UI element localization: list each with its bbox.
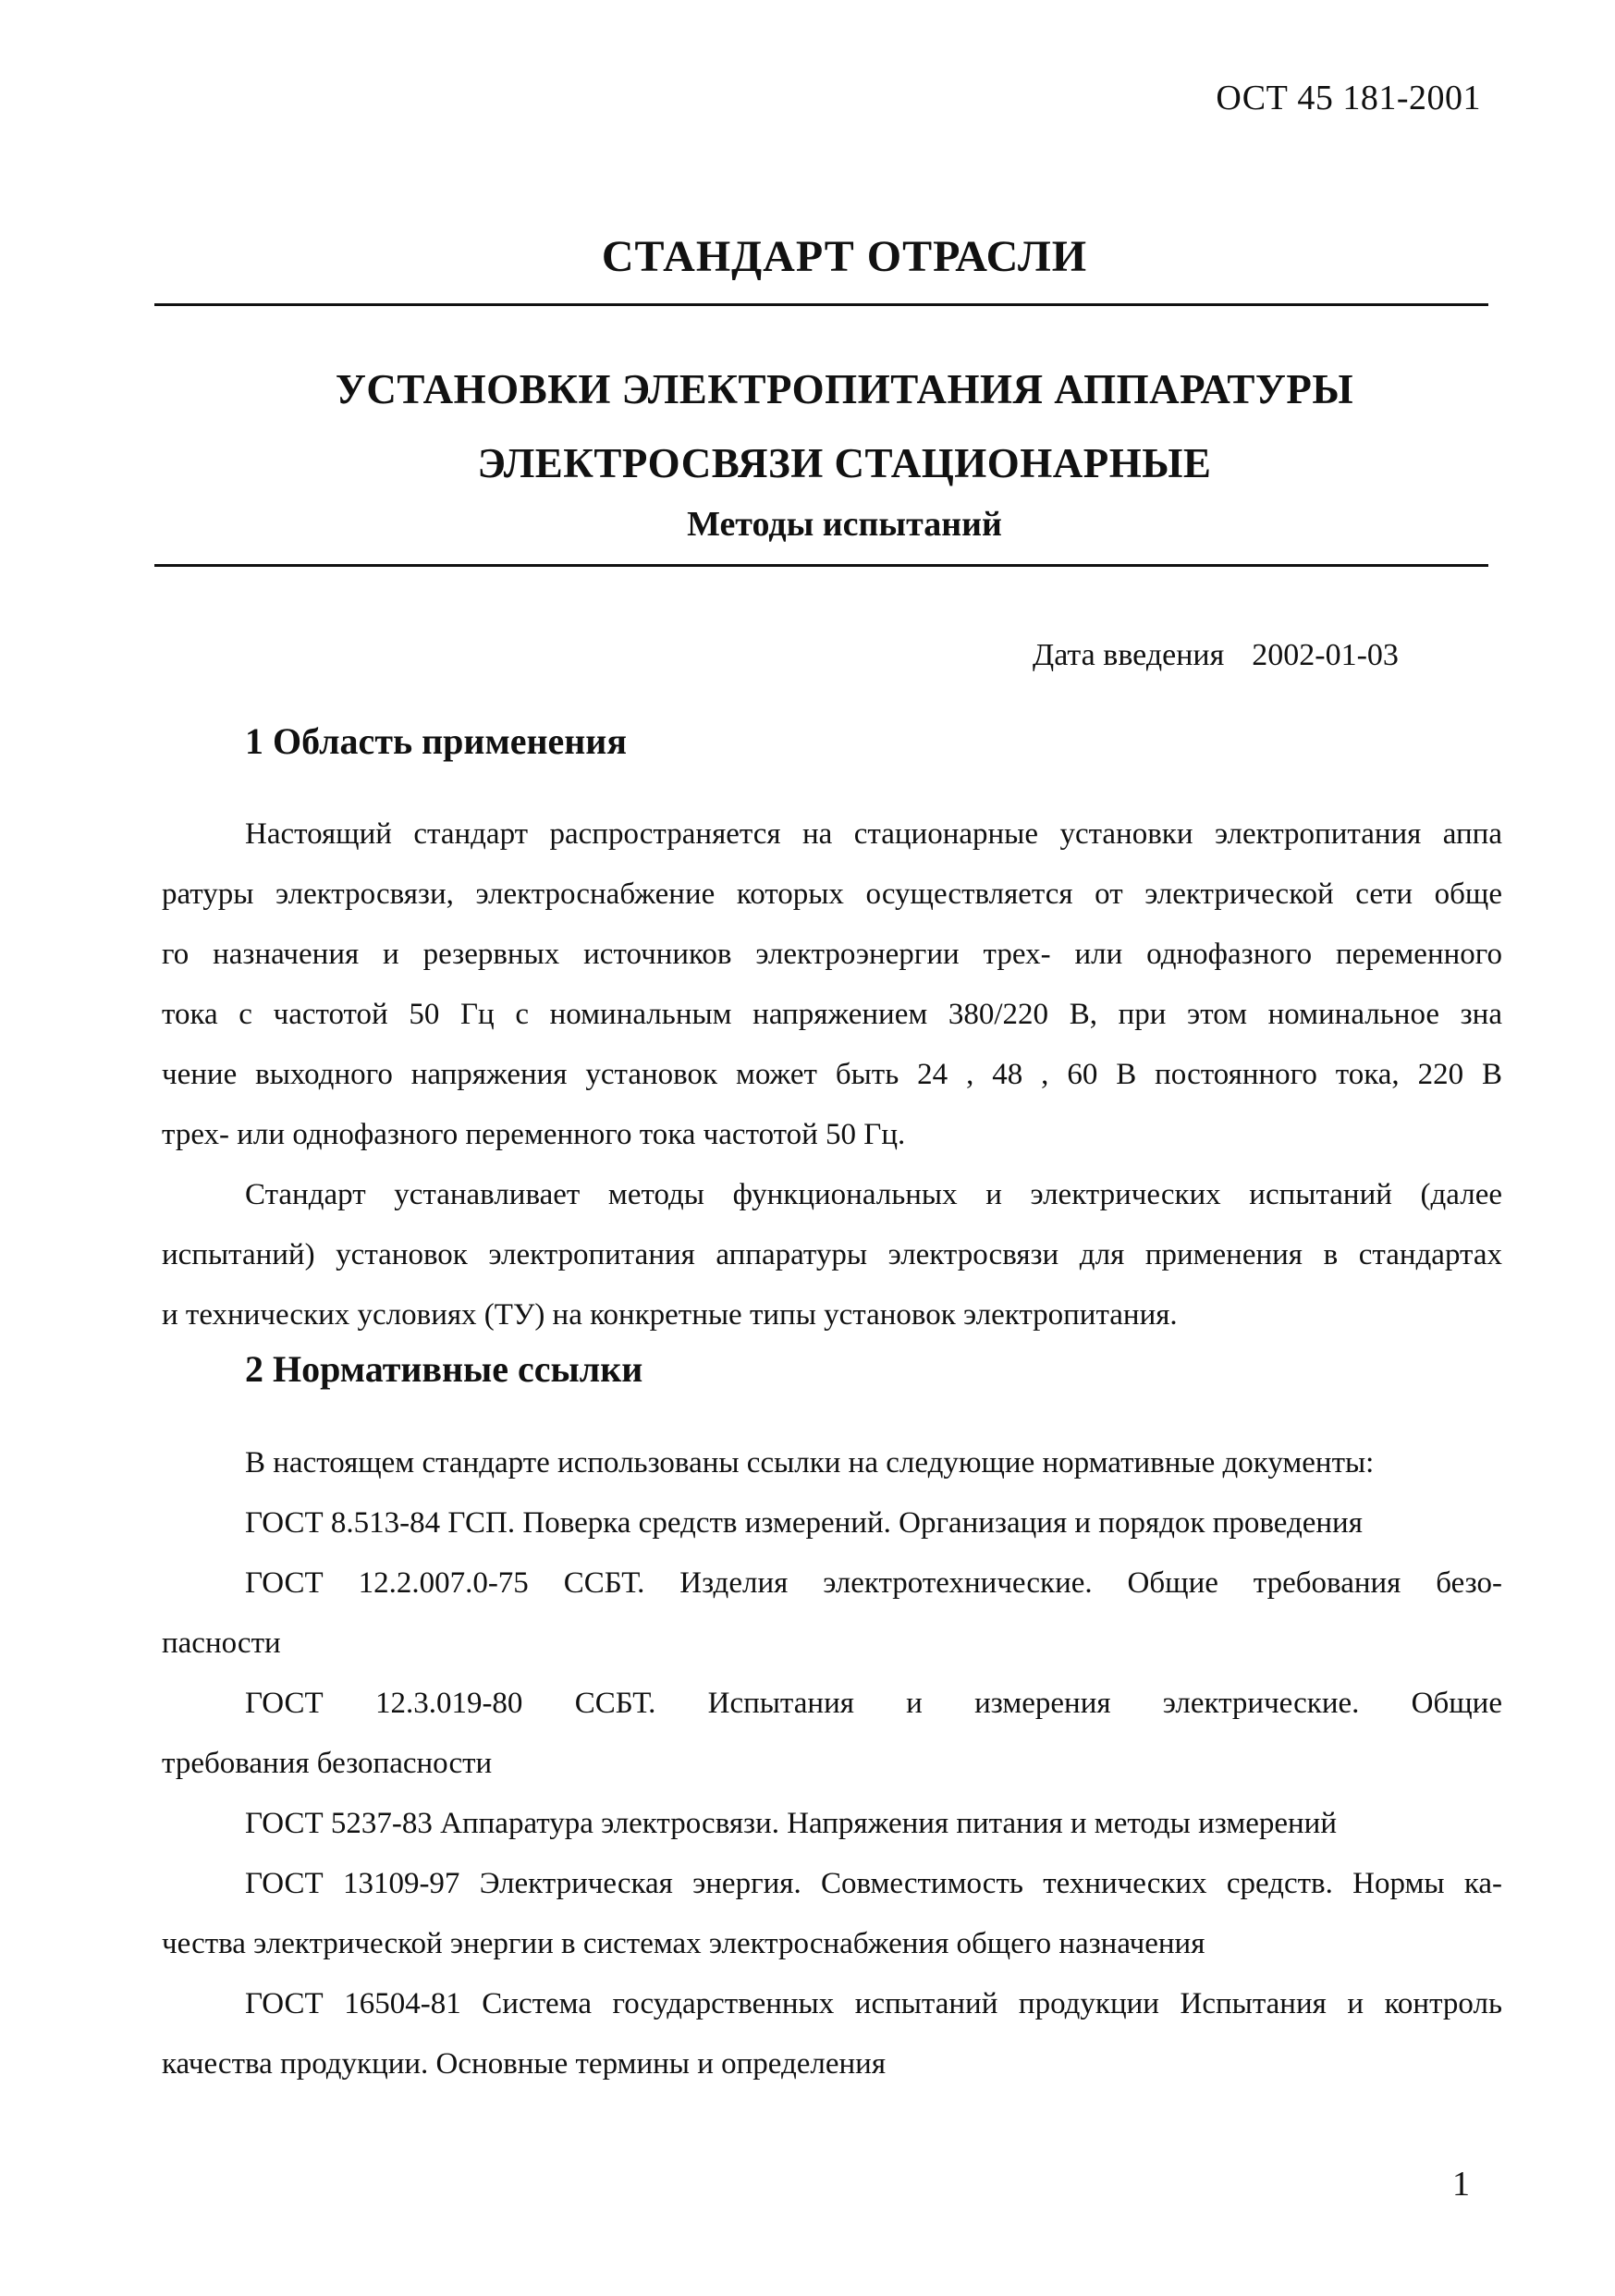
reference-line: пасности xyxy=(162,1627,281,1660)
introduction-date xyxy=(1033,638,1399,673)
document-title-line-1: УСТАНОВКИ ЭЛЕКТРОПИТАНИЯ АППАРАТУРЫ xyxy=(335,366,1354,412)
reference-line: ГОСТ 8.513-84 ГСП. Поверка средств измерений. Организация и порядок проведения xyxy=(245,1506,1363,1540)
section-2-heading: 2 Нормативные ссылки xyxy=(245,1348,643,1390)
standard-title: СТАНДАРТ ОТРАСЛИ xyxy=(601,232,1088,281)
reference-line: В настоящем стандарте использованы ссылки на следующие нормативные документы: xyxy=(245,1446,1375,1480)
reference-line: ГОСТ 13109-97 Электрическая энергия. Совместимость технических средств. Нормы ка- xyxy=(245,1867,1502,1900)
reference-line: ГОСТ 5237-83 Аппаратура электросвязи. Напряжения питания и методы измерений xyxy=(245,1807,1337,1840)
section-2-body xyxy=(162,1433,1502,2094)
top-divider xyxy=(154,303,1488,306)
document-title-line-2: ЭЛЕКТРОСВЯЗИ СТАЦИОНАРНЫЕ xyxy=(477,440,1212,486)
paragraph-line: трех- или однофазного переменного тока частотой 50 Гц. xyxy=(162,1118,906,1151)
reference-line: ГОСТ 12.3.019-80 ССБТ. Испытания и измерения электрические. Общие xyxy=(245,1687,1502,1720)
paragraph-line: чение выходного напряжения установок может быть 24 , 48 , 60 В постоянного тока, 220 В xyxy=(162,1058,1502,1091)
page-number: 1 xyxy=(1452,2165,1470,2204)
reference-line: требования безопасности xyxy=(162,1747,493,1780)
title-divider xyxy=(154,564,1488,567)
document-subtitle: Методы испытаний xyxy=(687,505,1002,544)
paragraph-line: и технических условиях (ТУ) на конкретные типы установок электропитания. xyxy=(162,1298,1178,1332)
paragraph-line: ратуры электросвязи, электроснабжение которых осуществляется от электрической сети обще xyxy=(162,878,1502,911)
paragraph-line: испытаний) установок электропитания аппаратуры электросвязи для применения в стандартах xyxy=(162,1238,1502,1271)
reference-line: качества продукции. Основные термины и определения xyxy=(162,2047,887,2081)
reference-line: ГОСТ 12.2.007.0-75 ССБТ. Изделия электротехнические. Общие требования безо- xyxy=(245,1566,1502,1600)
document-number: ОСТ 45 181-2001 xyxy=(1216,79,1481,117)
reference-line: чества электрической энергии в системах электроснабжения общего назначения xyxy=(162,1927,1205,1960)
date-value: 2002-01-03 xyxy=(1252,638,1399,672)
paragraph-line: Стандарт устанавливает методы функциональных и электрических испытаний (далее xyxy=(245,1178,1502,1211)
paragraph-line: тока с частотой 50 Гц с номинальным напряжением 380/220 В, при этом номинальное зна xyxy=(162,998,1502,1031)
date-label: Дата введения xyxy=(1033,638,1225,672)
reference-line: ГОСТ 16504-81 Система государственных испытаний продукции Испытания и контроль xyxy=(245,1987,1502,2020)
paragraph-line: го назначения и резервных источников электроэнергии трех- или однофазного переменного xyxy=(162,938,1502,971)
section-1-heading: 1 Область применения xyxy=(245,720,627,762)
paragraph-line: Настоящий стандарт распространяется на стационарные установки электропитания аппа xyxy=(245,817,1502,851)
section-1-body xyxy=(162,804,1502,1345)
